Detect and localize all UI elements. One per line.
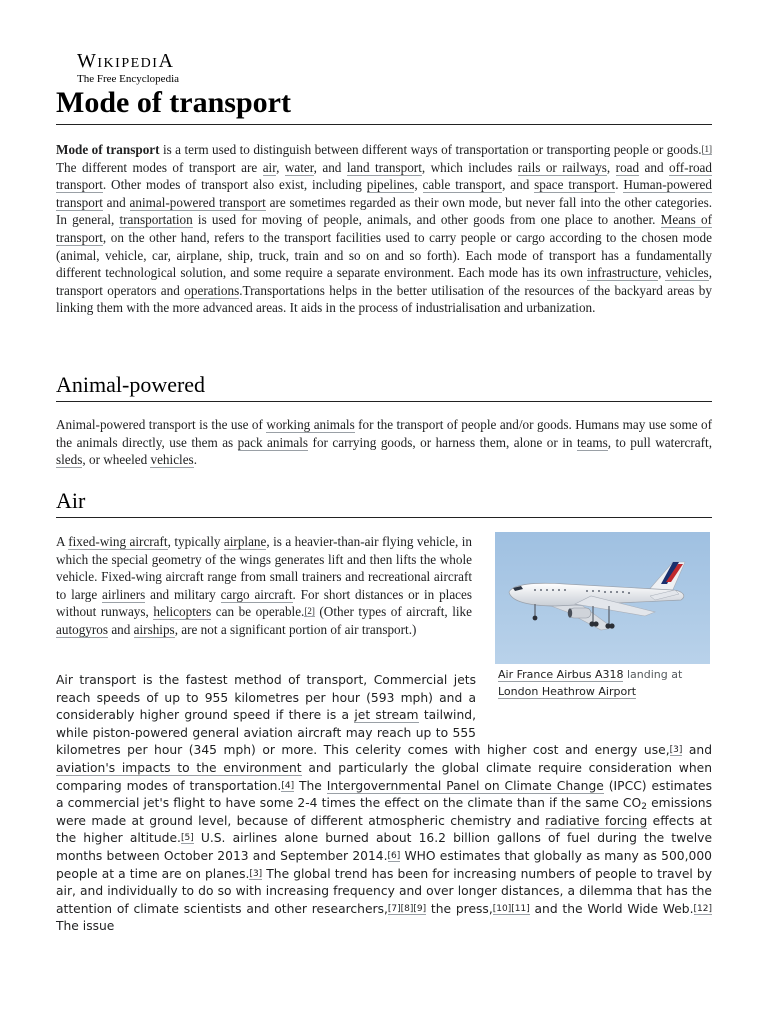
link-autogyros[interactable]: autogyros: [56, 621, 109, 637]
air-paragraph-2: Air transport is the fastest method of transport, Commercial jets reach speeds of up to 955 kilometres per hour (593 mph) and a considerably higher ground speed if there is a jet stream tailwind, while piston-powered general aviation aircraft may reach up to 555 kilometres per hour (345 mph) or more. This celerity comes with higher cost and energy use,[3] and aviation's impacts to the environment and particularly the global climate require consideration when comparing modes of transportation.[4] The Intergovernmental Panel on Climate Change (IPCC) estimates a commercial jet's flight to have some 2-4 times the effect on the climate than if the same $CO_2$ emissions were made at ground level, because of different atmospheric chemistry and radiative forcing effects at the higher altitude.[5] U.S. airlines alone burned about 16.2 billion gallons of fuel during the twelve months between October 2013 and September 2014.[6] WHO estimates that globally as many as 500,000 people at a time are on planes.[3] The global trend has been for increasing numbers of people to travel by air, and individually to do so with increasing frequency and over longer distances, a dilemma that has the attention of climate scientists and other researchers,[7][8][9] the press,[10][11] and the World Wide Web.[12] The issue: [56, 673, 713, 934]
link-london-heathrow[interactable]: London Heathrow Airport: [498, 685, 637, 698]
ref-10-11[interactable]: [10][11]: [492, 903, 530, 914]
brand-name: WikipediA: [77, 50, 175, 72]
link-rails[interactable]: rails or railways: [517, 159, 607, 175]
link-jet-stream[interactable]: jet stream: [354, 708, 419, 723]
subscript-2: 2: [641, 802, 647, 813]
link-wheeled-vehicles[interactable]: vehicles: [150, 452, 194, 468]
air-paragraph-1: A fixed-wing aircraft, typically airplane, is a heavier-than-air flying vehicle, in which the special geometry of the wings generates lift and then lifts the whole vehicle. Fixed-wing aircraft range from small trainers and recreational aircraft to large airliners and military cargo aircraft. For short distances or in places without runways, helicopters can be operable.[2] (Other types of aircraft, like autogyros and airships, are not a significant portion of air transport.): [56, 534, 473, 637]
ref-12[interactable]: [12]: [693, 903, 712, 914]
link-cable-transport[interactable]: cable transport: [422, 177, 503, 193]
ref-2[interactable]: [2]: [304, 606, 315, 617]
link-helicopters[interactable]: helicopters: [153, 604, 212, 620]
link-space-transport[interactable]: space transport: [534, 177, 616, 193]
link-water[interactable]: water: [284, 159, 314, 175]
page-title: Mode of transport: [56, 84, 712, 125]
figure-float-spacer: [476, 672, 712, 734]
animal-paragraph: Animal-powered transport is the use of working animals for the transport of people and/or goods. Humans may use some of the animals directly, use them as pack animals for carrying goods, or harness them, alone or in teams, to pull watercraft, sleds, or wheeled vehicles.: [56, 417, 713, 468]
link-infrastructure[interactable]: infrastructure: [587, 265, 659, 281]
link-transportation[interactable]: transportation: [119, 212, 193, 228]
link-pipelines[interactable]: pipelines: [366, 177, 415, 193]
link-means-of-transport[interactable]: Means of transport: [56, 212, 712, 245]
ref-6[interactable]: [6]: [387, 850, 401, 861]
section-heading-animal-powered: Animal-powered: [56, 371, 712, 402]
link-fixed-wing-aircraft[interactable]: fixed-wing aircraft: [68, 534, 168, 549]
link-airplane[interactable]: airplane: [223, 534, 267, 549]
link-vehicles[interactable]: vehicles: [665, 265, 709, 281]
link-road[interactable]: road: [615, 159, 640, 175]
ref-7-8-9[interactable]: [7][8][9]: [387, 903, 427, 914]
ref-3-again[interactable]: [3]: [249, 868, 263, 879]
link-sleds[interactable]: sleds: [56, 452, 83, 468]
link-operations[interactable]: operations: [184, 282, 240, 298]
link-off-road-transport[interactable]: off-road transport: [56, 159, 713, 193]
intro-paragraph: Mode of transport is a term used to distinguish between different ways of transportation or transporting people or goods.[1] The different modes of transport are air, water, and land transport, which includes rails or railways, road and off-road transport. Other modes of transport also exist, including pipelines, cable transport, and space transport. Human-powered transport and animal-powered transport are sometimes regarded as their own mode, but never fall into the other categories. In general, transportation is used for moving of people, animals, and other goods from one place to another. Means of transport, on the other hand, refers to the transport facilities used to carry people or cargo according to the chosen mode (animal, vehicle, car, airplane, ship, truck, train and so on and so forth). Each mode of transport has a fundamentally different technological solution, and some require a separate environment. Each mode has its own infrastructure, vehicles, transport operators and operations.Transportations helps in the better utilisation of the resources of the backyard areas by linking them with the more advanced areas. It aids in the process of industrialisation and urbanization.: [56, 142, 713, 316]
section-heading-air: Air: [56, 487, 712, 518]
wikipedia-logo[interactable]: [77, 50, 179, 85]
link-ipcc[interactable]: Intergovernmental Panel on Climate Change: [326, 778, 604, 793]
airplane-photo[interactable]: [495, 532, 710, 664]
link-aviation-impacts[interactable]: aviation's impacts to the environment: [56, 760, 302, 775]
link-working-animals[interactable]: working animals: [266, 417, 355, 432]
link-air[interactable]: air: [262, 159, 277, 175]
figure-caption: Air France Airbus A318 landing at London Heathrow Airport: [498, 668, 683, 698]
link-air-france-airbus[interactable]: Air France Airbus A318: [498, 668, 624, 681]
ref-1[interactable]: [1]: [701, 144, 712, 154]
link-land-transport[interactable]: land transport: [346, 159, 422, 175]
ref-5[interactable]: [5]: [180, 833, 194, 844]
link-teams[interactable]: teams: [577, 434, 608, 450]
link-pack-animals[interactable]: pack animals: [237, 434, 309, 450]
link-airships[interactable]: airships: [133, 621, 175, 637]
ref-3[interactable]: [3]: [669, 745, 683, 756]
link-animal-powered[interactable]: animal-powered transport: [129, 194, 266, 210]
link-radiative-forcing[interactable]: radiative forcing: [545, 813, 648, 828]
link-airliners[interactable]: airliners: [102, 586, 146, 602]
brand-tagline: The Free Encyclopedia: [77, 73, 180, 85]
link-human-powered[interactable]: Human-powered transport: [56, 177, 713, 210]
ref-4[interactable]: [4]: [281, 780, 295, 791]
intro-bold-term: Mode of transport: [56, 142, 160, 157]
link-cargo-aircraft[interactable]: cargo aircraft: [220, 586, 293, 602]
